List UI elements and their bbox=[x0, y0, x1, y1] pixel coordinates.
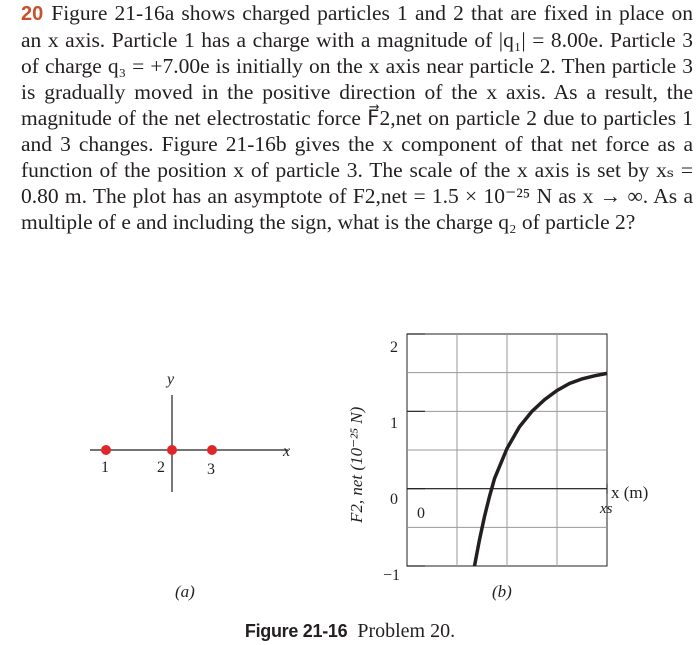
fig-b-label: (b) bbox=[492, 582, 512, 601]
particle-3 bbox=[207, 445, 217, 455]
xs-label: xs bbox=[600, 501, 613, 517]
x-axis-label: x (m) bbox=[611, 483, 649, 502]
particle-1 bbox=[101, 445, 111, 455]
figure-caption bbox=[0, 620, 700, 643]
figure-a bbox=[90, 371, 290, 601]
y-axis-label: F2, net (10⁻²⁵ N) bbox=[347, 406, 366, 523]
y-tick-labels bbox=[383, 339, 400, 584]
particle-3-label: 3 bbox=[207, 461, 215, 478]
problem-statement bbox=[21, 0, 693, 235]
fig-a-y-label: y bbox=[167, 371, 175, 388]
figure-b bbox=[347, 334, 648, 601]
fig-a-x-label: x bbox=[283, 443, 291, 460]
y-tick-label-1: 1 bbox=[390, 415, 398, 432]
problem-number: 20 bbox=[21, 3, 44, 25]
particle-2 bbox=[167, 445, 177, 455]
force-curve bbox=[475, 373, 608, 566]
particle-2-label: 2 bbox=[157, 459, 165, 476]
y-tick-label-0: 0 bbox=[390, 491, 398, 508]
fig-a-label: (a) bbox=[175, 582, 195, 601]
particle-1-label: 1 bbox=[101, 459, 109, 476]
x-origin-tick-label: 0 bbox=[417, 505, 425, 522]
caption-figure-number: Figure 21-16 bbox=[244, 621, 348, 641]
y-tick-label-neg1: −1 bbox=[383, 567, 401, 584]
figure-21-16 bbox=[0, 300, 700, 645]
problem-text: Figure 21-16a shows charged particles 1 and 2 that are fixed in place on an x axis. Particle 1 has a charge with a magnitude of |q₁| = 8.00e. Particle 3 of charge q₃ = +7.00e is initially on the x axis near particle 2. Then particle 3 is gradually moved in the positive direction of the x axis. As a result, the magnitude of the net electrostatic force F⃗2,net on particle 2 due to particles 1 and 3 changes. Figure 21-16b gives the x component of that net force as a function of the position x of particle 3. The scale of the x axis is set by xₛ = 0.80 m. The plot has an asymptote of F2,net = 1.5 × 10⁻²⁵ N as x → ∞. As a multiple of e and including the sign, what is the charge q₂ of particle 2? bbox=[21, 1, 693, 234]
y-tick-label-2: 2 bbox=[390, 339, 398, 356]
caption-problem: Problem 20. bbox=[357, 620, 456, 642]
